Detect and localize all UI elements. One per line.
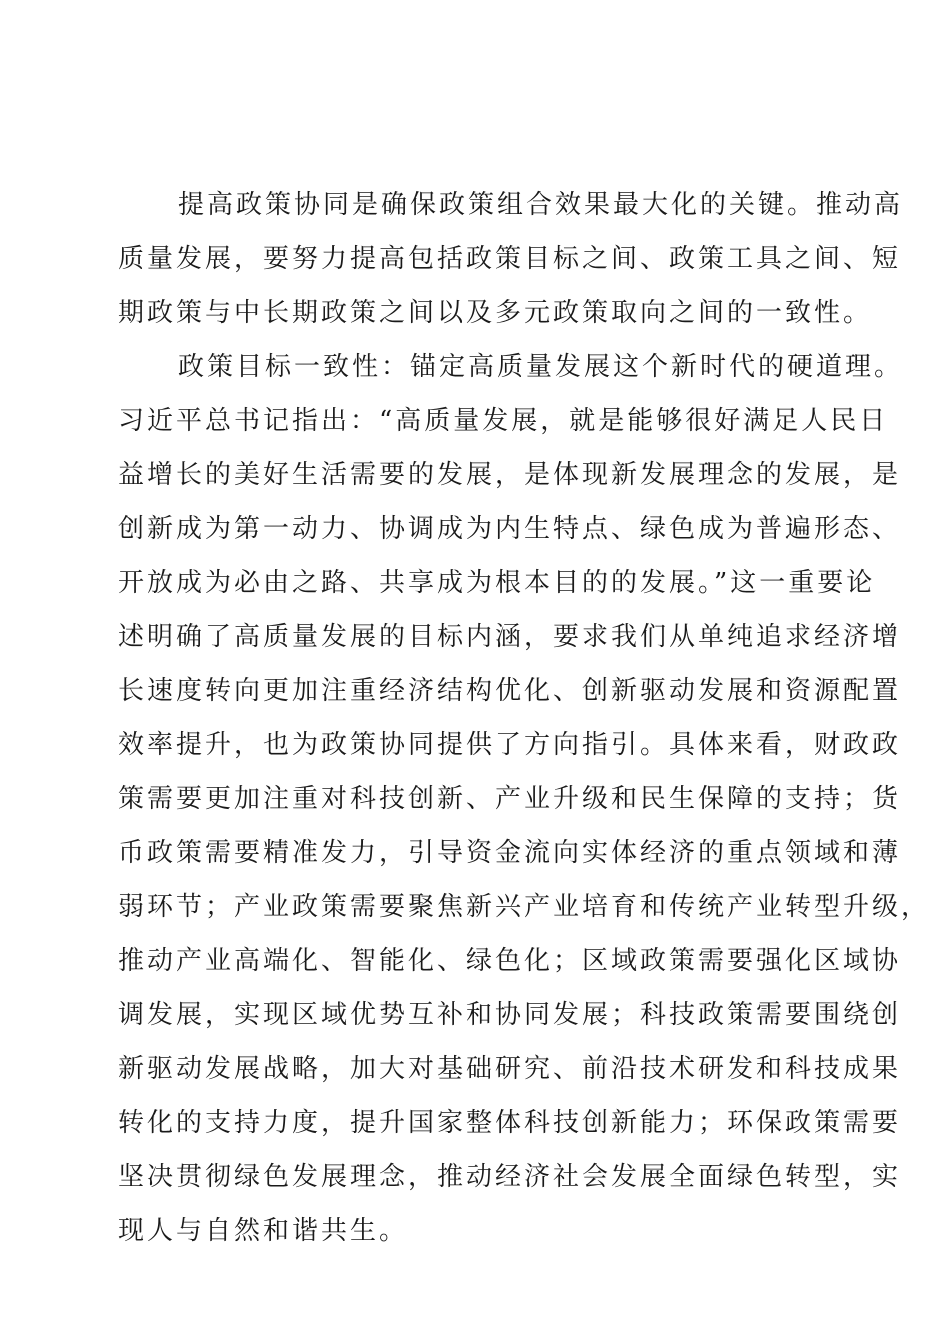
text-line: 推动产业高端化、智能化、绿色化；区域政策需要强化区域协 [118,946,902,976]
text-line: 现人与自然和谐共生。 [118,1216,409,1246]
paragraph-policy-goal-consistency [118,340,931,1258]
text-line: 策需要更加注重对科技创新、产业升级和民生保障的支持；货 [118,784,902,814]
text-line: 效率提升，也为政策协同提供了方向指引。具体来看，财政政 [118,730,902,760]
document-body [118,178,931,1258]
text-line: 政策目标一致性：锚定高质量发展这个新时代的硬道理。 [178,352,904,382]
text-line: 质量发展，要努力提高包括政策目标之间、政策工具之间、短 [118,244,902,274]
text-line: 益增长的美好生活需要的发展，是体现新发展理念的发展，是 [118,460,902,490]
text-line: 调发展，实现区域优势互补和协同发展；科技政策需要围绕创 [118,1000,902,1030]
text-line: 弱环节；产业政策需要聚焦新兴产业培育和传统产业转型升级， [118,892,931,922]
text-line: 提高政策协同是确保政策组合效果最大化的关键。推动高 [178,190,904,220]
text-line: 习近平总书记指出：“高质量发展，就是能够很好满足人民日 [118,406,889,436]
text-line: 转化的支持力度，提升国家整体科技创新能力；环保政策需要 [118,1108,902,1138]
text-line: 新驱动发展战略，加大对基础研究、前沿技术研发和科技成果 [118,1054,902,1084]
text-line: 币政策需要精准发力，引导资金流向实体经济的重点领域和薄 [118,838,902,868]
text-line: 期政策与中长期政策之间以及多元政策取向之间的一致性。 [118,298,873,328]
text-line: 长速度转向更加注重经济结构优化、创新驱动发展和资源配置 [118,676,902,706]
text-line: 述明确了高质量发展的目标内涵，要求我们从单纯追求经济增 [118,622,902,652]
paragraph-policy-coordination [118,178,904,340]
text-line: 开放成为必由之路、共享成为根本目的的发展。”这一重要论 [118,568,876,598]
text-line: 创新成为第一动力、协调成为内生特点、绿色成为普遍形态、 [118,514,902,544]
text-line: 坚决贯彻绿色发展理念，推动经济社会发展全面绿色转型，实 [118,1162,902,1192]
